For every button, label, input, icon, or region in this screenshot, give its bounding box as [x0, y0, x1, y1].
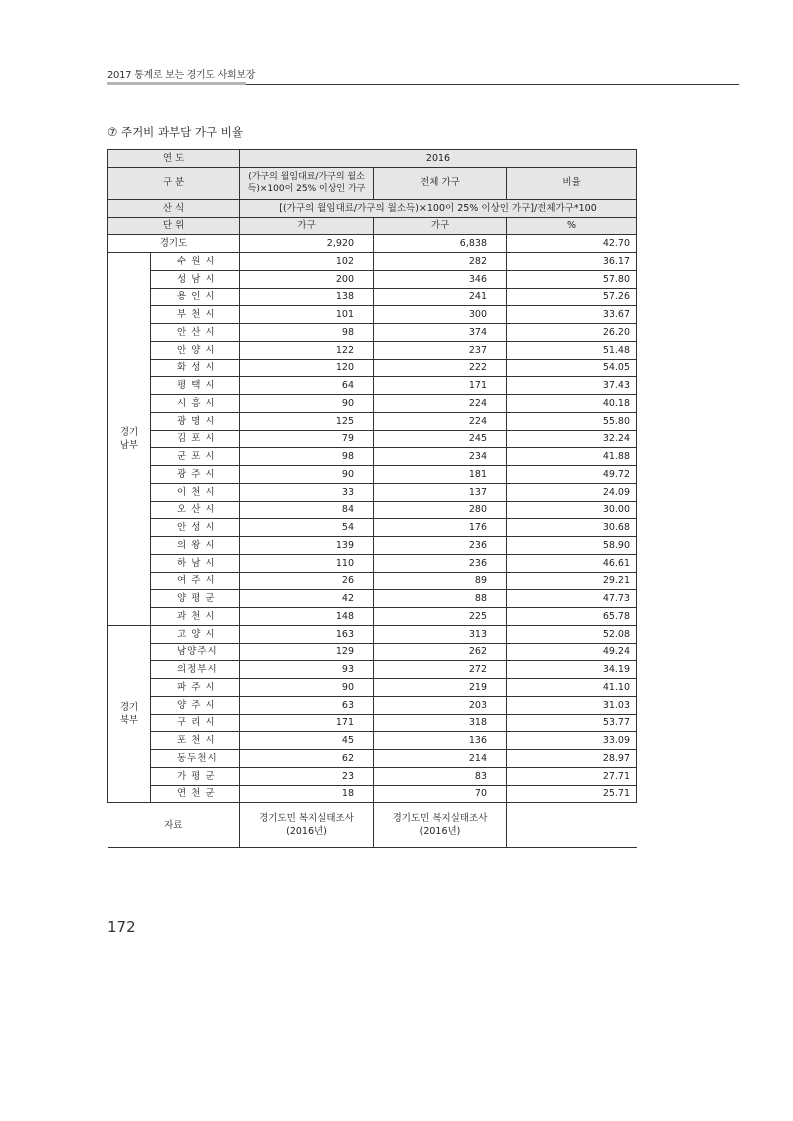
burden-households: 98 — [240, 324, 374, 342]
category-label: 구 분 — [108, 167, 240, 199]
burden-rate: 24.09 — [507, 483, 637, 501]
burden-households: 139 — [240, 537, 374, 555]
burden-households: 101 — [240, 306, 374, 324]
total-households: 300 — [374, 306, 507, 324]
table-row — [108, 395, 637, 413]
total-households: 203 — [374, 696, 507, 714]
total-households: 136 — [374, 732, 507, 750]
running-header: 2017 통계로 보는 경기도 사회보장 — [107, 70, 256, 81]
year-row — [108, 150, 637, 168]
total-households: 83 — [374, 767, 507, 785]
total-households: 282 — [374, 253, 507, 271]
table-row — [108, 714, 637, 732]
table-row — [108, 466, 637, 484]
table-row — [108, 554, 637, 572]
table-row — [108, 625, 637, 643]
table-row — [108, 608, 637, 626]
total-households: 137 — [374, 483, 507, 501]
burden-rate: 55.80 — [507, 412, 637, 430]
year-value: 2016 — [240, 150, 637, 168]
city-name: 여 주 시 — [151, 572, 240, 590]
burden-households: 163 — [240, 625, 374, 643]
table-row — [108, 377, 637, 395]
unit-rate: % — [507, 217, 637, 235]
table-row — [108, 448, 637, 466]
burden-households: 45 — [240, 732, 374, 750]
total-households: 224 — [374, 412, 507, 430]
burden-rate: 54.05 — [507, 359, 637, 377]
unit-burden: 가구 — [240, 217, 374, 235]
burden-rate: 41.88 — [507, 448, 637, 466]
burden-rate: 53.77 — [507, 714, 637, 732]
burden-rate: 49.72 — [507, 466, 637, 484]
province-burden: 2,920 — [240, 235, 374, 253]
table-body — [108, 150, 637, 848]
formula-row — [108, 199, 637, 217]
burden-households: 23 — [240, 767, 374, 785]
table-row — [108, 288, 637, 306]
city-name: 남양주시 — [151, 643, 240, 661]
table-row — [108, 785, 637, 803]
source-rate — [507, 803, 637, 848]
city-name: 평 택 시 — [151, 377, 240, 395]
burden-rate: 27.71 — [507, 767, 637, 785]
city-name: 안 성 시 — [151, 519, 240, 537]
total-households: 181 — [374, 466, 507, 484]
section-title: ⑦ 주거비 과부담 가구 비율 — [107, 125, 244, 139]
city-name: 수 원 시 — [151, 253, 240, 271]
source-row — [108, 803, 637, 848]
city-name: 파 주 시 — [151, 679, 240, 697]
burden-households: 18 — [240, 785, 374, 803]
burden-households: 62 — [240, 750, 374, 768]
table-row — [108, 412, 637, 430]
total-households: 171 — [374, 377, 507, 395]
burden-rate: 58.90 — [507, 537, 637, 555]
burden-households: 84 — [240, 501, 374, 519]
unit-total: 가구 — [374, 217, 507, 235]
city-name: 양 주 시 — [151, 696, 240, 714]
source-total: 경기도민 복지실태조사 (2016년) — [374, 803, 507, 848]
burden-rate: 47.73 — [507, 590, 637, 608]
burden-rate: 25.71 — [507, 785, 637, 803]
city-name: 연 천 군 — [151, 785, 240, 803]
table-row — [108, 341, 637, 359]
unit-row — [108, 217, 637, 235]
city-name: 시 흥 시 — [151, 395, 240, 413]
table-row — [108, 767, 637, 785]
burden-rate: 29.21 — [507, 572, 637, 590]
burden-rate: 49.24 — [507, 643, 637, 661]
total-households: 374 — [374, 324, 507, 342]
total-households: 272 — [374, 661, 507, 679]
burden-rate: 40.18 — [507, 395, 637, 413]
city-name: 구 리 시 — [151, 714, 240, 732]
table-row — [108, 732, 637, 750]
burden-households: 63 — [240, 696, 374, 714]
table-row — [108, 519, 637, 537]
source-burden: 경기도민 복지실태조사 (2016년) — [240, 803, 374, 848]
total-households: 225 — [374, 608, 507, 626]
burden-rate: 46.61 — [507, 554, 637, 572]
burden-rate: 31.03 — [507, 696, 637, 714]
burden-households: 93 — [240, 661, 374, 679]
table-row — [108, 483, 637, 501]
table-row — [108, 572, 637, 590]
burden-households: 64 — [240, 377, 374, 395]
total-households: 237 — [374, 341, 507, 359]
table-row — [108, 643, 637, 661]
burden-households: 110 — [240, 554, 374, 572]
formula-label: 산 식 — [108, 199, 240, 217]
table-row — [108, 696, 637, 714]
col-total-header: 전체 가구 — [374, 167, 507, 199]
city-name: 양 평 군 — [151, 590, 240, 608]
total-households: 234 — [374, 448, 507, 466]
total-households: 313 — [374, 625, 507, 643]
category-row — [108, 167, 637, 199]
province-rate: 42.70 — [507, 235, 637, 253]
year-label: 연 도 — [108, 150, 240, 168]
table-row — [108, 270, 637, 288]
table-row — [108, 590, 637, 608]
burden-households: 171 — [240, 714, 374, 732]
table-row — [108, 501, 637, 519]
burden-rate: 57.80 — [507, 270, 637, 288]
table-row — [108, 324, 637, 342]
burden-rate: 65.78 — [507, 608, 637, 626]
header-rule — [246, 84, 739, 85]
burden-rate: 52.08 — [507, 625, 637, 643]
page-number: 172 — [107, 918, 136, 936]
city-name: 광 주 시 — [151, 466, 240, 484]
burden-rate: 34.19 — [507, 661, 637, 679]
total-households: 89 — [374, 572, 507, 590]
region-label-south: 경기남부 — [108, 253, 151, 626]
burden-rate: 28.97 — [507, 750, 637, 768]
burden-households: 42 — [240, 590, 374, 608]
city-name: 이 천 시 — [151, 483, 240, 501]
total-households: 262 — [374, 643, 507, 661]
city-name: 의 왕 시 — [151, 537, 240, 555]
burden-rate: 37.43 — [507, 377, 637, 395]
table-row — [108, 537, 637, 555]
city-name: 의정부시 — [151, 661, 240, 679]
city-name: 포 천 시 — [151, 732, 240, 750]
total-households: 318 — [374, 714, 507, 732]
total-households: 222 — [374, 359, 507, 377]
burden-rate: 36.17 — [507, 253, 637, 271]
city-name: 광 명 시 — [151, 412, 240, 430]
total-households: 346 — [374, 270, 507, 288]
total-households: 245 — [374, 430, 507, 448]
burden-households: 138 — [240, 288, 374, 306]
province-row — [108, 235, 637, 253]
table-row — [108, 430, 637, 448]
city-name: 고 양 시 — [151, 625, 240, 643]
burden-rate: 33.09 — [507, 732, 637, 750]
burden-rate: 26.20 — [507, 324, 637, 342]
burden-households: 90 — [240, 466, 374, 484]
burden-households: 129 — [240, 643, 374, 661]
city-name: 오 산 시 — [151, 501, 240, 519]
burden-rate: 30.00 — [507, 501, 637, 519]
burden-rate: 33.67 — [507, 306, 637, 324]
city-name: 안 양 시 — [151, 341, 240, 359]
total-households: 241 — [374, 288, 507, 306]
burden-rate: 57.26 — [507, 288, 637, 306]
burden-households: 102 — [240, 253, 374, 271]
formula-value: [(가구의 월임대료/가구의 월소득)×100이 25% 이상인 가구]/전체가구*100 — [240, 199, 637, 217]
city-name: 용 인 시 — [151, 288, 240, 306]
city-name: 김 포 시 — [151, 430, 240, 448]
burden-households: 33 — [240, 483, 374, 501]
city-name: 하 남 시 — [151, 554, 240, 572]
province-total: 6,838 — [374, 235, 507, 253]
city-name: 안 산 시 — [151, 324, 240, 342]
city-name: 성 남 시 — [151, 270, 240, 288]
table-row — [108, 306, 637, 324]
unit-label: 단 위 — [108, 217, 240, 235]
housing-burden-table — [107, 149, 637, 848]
table-row — [108, 359, 637, 377]
total-households: 214 — [374, 750, 507, 768]
city-name: 화 성 시 — [151, 359, 240, 377]
city-name: 부 천 시 — [151, 306, 240, 324]
col-burden-header: (가구의 월임대료/가구의 월소득)×100이 25% 이상인 가구 — [240, 167, 374, 199]
burden-households: 148 — [240, 608, 374, 626]
city-name: 가 평 군 — [151, 767, 240, 785]
region-label-north: 경기북부 — [108, 625, 151, 803]
total-households: 219 — [374, 679, 507, 697]
burden-households: 90 — [240, 395, 374, 413]
burden-households: 122 — [240, 341, 374, 359]
burden-rate: 30.68 — [507, 519, 637, 537]
total-households: 236 — [374, 554, 507, 572]
table-row — [108, 253, 637, 271]
total-households: 280 — [374, 501, 507, 519]
burden-households: 79 — [240, 430, 374, 448]
total-households: 88 — [374, 590, 507, 608]
burden-rate: 32.24 — [507, 430, 637, 448]
province-name: 경기도 — [108, 235, 240, 253]
burden-households: 54 — [240, 519, 374, 537]
burden-households: 26 — [240, 572, 374, 590]
burden-households: 200 — [240, 270, 374, 288]
burden-rate: 41.10 — [507, 679, 637, 697]
total-households: 176 — [374, 519, 507, 537]
col-rate-header: 비율 — [507, 167, 637, 199]
source-label: 자료 — [108, 803, 240, 848]
burden-households: 90 — [240, 679, 374, 697]
table-row — [108, 661, 637, 679]
burden-households: 125 — [240, 412, 374, 430]
city-name: 군 포 시 — [151, 448, 240, 466]
table-row — [108, 750, 637, 768]
burden-households: 120 — [240, 359, 374, 377]
table-row — [108, 679, 637, 697]
total-households: 70 — [374, 785, 507, 803]
city-name: 과 천 시 — [151, 608, 240, 626]
header-accent-bar — [107, 82, 246, 85]
burden-rate: 51.48 — [507, 341, 637, 359]
city-name: 동두천시 — [151, 750, 240, 768]
total-households: 224 — [374, 395, 507, 413]
burden-households: 98 — [240, 448, 374, 466]
total-households: 236 — [374, 537, 507, 555]
